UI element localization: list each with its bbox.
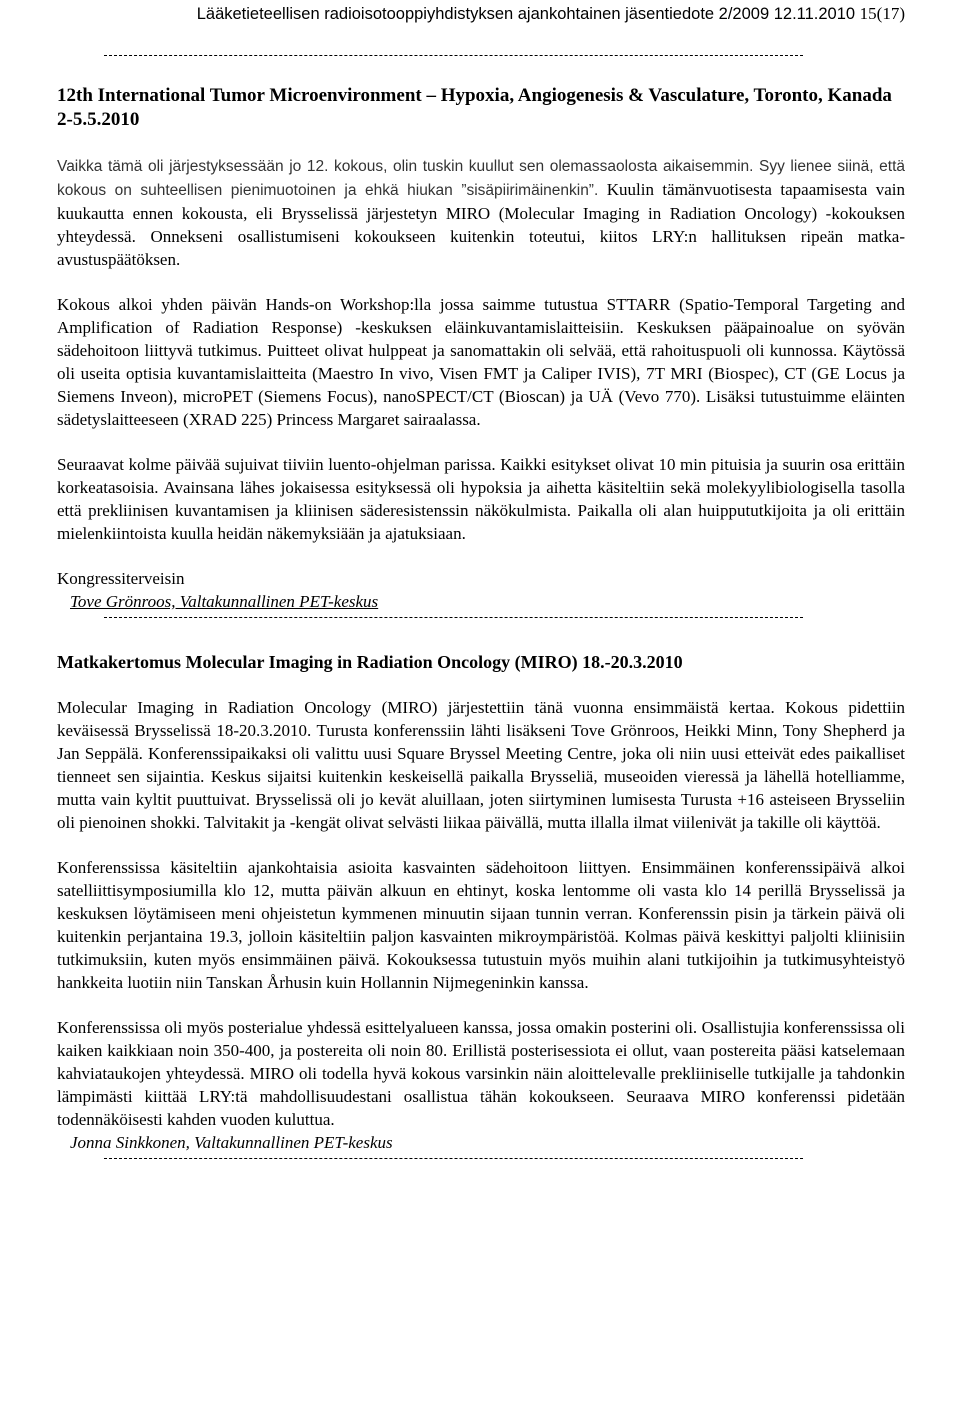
article-paragraph: Seuraavat kolme päivää sujuivat tiiviin luento-ohjelman parissa. Kaikki esitykset olivat 10 min pituisia ja suurin osa erittäin korkeatasoisia. Avainsana lähes jokaisessa esityksessä oli hypoksia ja aihetta käsiteltiin sekä molekyylibiologisella tasolla että prekliinisen kuvantamisen ja kliinisen säderesistenssin näkökulmista. Paikalla oli alan huippututkijoita ja oli erittäin mielenkiintoista kuulla heidän näkemyksiään ja ajatuksiaan. xyxy=(57,455,905,543)
article-paragraph: Konferenssissa käsiteltiin ajankohtaisia asioita kasvainten sädehoitoon liittyen. Ensimmäinen konferenssipäivä alkoi satelliittisymposiumilla klo 12, mutta päivän alkuun en ehtinyt, koska lentomme oli vasta klo 14 perillä Brysselissä ja keskuksen löytämiseen meni ohjeistetun kymmenen minuutin sijaan tunnin verran. Konferenssin pisin ja tärkein päivä oli kuitenkin perjantaina 19.3, jolloin käsiteltiin paljon kasvainten mikroympäristöä. Kolmas päivä keskittyi paljolti kliinisiin tutkimuksiin, kuten myös ensimmäinen päivä. Kokouksessa tutustuin myös muihin alani tutkijoihin ja tutkimusyhteistyö hankkeita luotiin niin Tanskan Århusin kuin Hollannin Nijmegeninkin kanssa. xyxy=(57,858,905,992)
paragraph-lead: Vaikka tämä oli järjestyksessään jo 12. kokous, olin tuskin kuullut sen olemassaolosta aikaisemmin. Syy lienee siinä, että kokous on suhteellisen pienimuotoinen ja ehkä hiukan ”sisäpiirimäinenkin”. xyxy=(57,158,905,199)
article-paragraph: Konferenssissa oli myös posterialue yhdessä esittelyalueen kanssa, jossa omakin posterini oli. Osallistujia konferenssissa oli kaiken kaikkiaan noin 350-400, ja postereita oli noin 80. Erillistä posterisessiota ei ollut, vaan postereita pääsi katselemaan kahviataukojen yhteydessä. MIRO oli todella hyvä kokous varsinkin näin aloittelevalle prekliiniselle tutkijalle ja tahdonkin lämpimästi kiittää LRY:tä mahdollisuudestani osallistua tähän kokoukseen. Seuraava MIRO konferenssi pidetään todennäköisesti kahden vuoden kuluttua. xyxy=(57,1018,905,1129)
dashed-separator xyxy=(104,55,803,64)
dashed-separator xyxy=(104,617,803,626)
paragraph-rest: Kuulin tämänvuotisesta tapaamisesta vain kuukautta ennen kokousta, eli Brysselissä järjestetyn MIRO (Molecular Imaging in Radiation Oncology) -kokouksen yhteydessä. Onnekseni osallistumiseni kokoukseen kuitenkin toteutui, kiitos LRY:n hallituksen ripeän matka-avustuspäätöksen. xyxy=(57,180,905,269)
page-number: 15(17) xyxy=(859,4,905,23)
article-miro-report xyxy=(57,650,905,1154)
article-paragraph: Molecular Imaging in Radiation Oncology (MIRO) järjestettiin tänä vuonna ensimmäistä kertaa. Kokous pidettiin keväisessä Brysselissä 18-20.3.2010. Turusta konferenssiin lähti lisäkseni Tove Grönroos, Heikki Minn, Tony Shepherd ja Jan Seppälä. Konferenssipaikaksi oli valittu uusi Square Bryssel Meeting Centre, joka oli niin uusi etteivät edes paikalliset tienneet sen sijaintia. Keskus sijaitsi kuitenkin keskeisellä paikalla Brysseliä, museoiden vieressä ja lähellä hotelliamme, mutta vain kyltit puuttuivat. Brysselissä oli jo kevät aluillaan, joten siirtyminen lumisesta Turusta +16 asteiseen Brysseliin oli pienoinen shokki. Talvitakit ja -kengät olivat selvästi liikaa päivällä, mutta illalla ilmat viilenivät ja takille oli käyttöä. xyxy=(57,698,905,832)
article-tumor-microenvironment xyxy=(57,84,905,613)
newsletter-page xyxy=(57,0,905,1167)
article-paragraph xyxy=(57,154,905,271)
author-signature xyxy=(70,590,905,613)
closing-greeting: Kongressiterveisin xyxy=(57,569,185,588)
article-title: Matkakertomus Molecular Imaging in Radiation Oncology (MIRO) 18.-20.3.2010 xyxy=(57,652,683,672)
article-title: 12th International Tumor Microenvironment – Hypoxia, Angiogenesis & Vasculature, Toronto, Kanada 2-5.5.2010 xyxy=(57,85,892,130)
author-name: Tove Grönroos, Valtakunnallinen PET-keskus xyxy=(70,592,379,611)
running-header xyxy=(57,3,905,25)
dashed-separator xyxy=(104,1158,803,1167)
author-signature: Jonna Sinkkonen, Valtakunnallinen PET-keskus xyxy=(70,1133,393,1152)
article-paragraph: Kokous alkoi yhden päivän Hands-on Workshop:lla jossa saimme tutustua STTARR (Spatio-Temporal Targeting and Amplification of Radiation Response) -keskuksen eläinkuvantamislaitteisiin. Keskuksen pääpainoalue on syövän sädehoitoon liittyvä tutkimus. Puitteet olivat hulppeat ja sanomattakin oli selvää, että rahoituspuoli oli kunnossa. Käytössä oli useita optisia kuvantamislaitteita (Maestro In vivo, Visen FMT ja Caliper IVIS), 7T MRI (Biospec), CT (GE Locus ja Siemens Inveon), microPET (Siemens Focus), nanoSPECT/CT (Bioscan) ja UÄ (Vevo 770). Lisäksi tutustuimme eläinten sädetyslaitteeseen (XRAD 225) Princess Margaret sairaalassa. xyxy=(57,295,905,429)
header-text: Lääketieteellisen radioisotooppiyhdistyksen ajankohtainen jäsentiedote 2/2009 12.11.2010 xyxy=(196,5,856,23)
